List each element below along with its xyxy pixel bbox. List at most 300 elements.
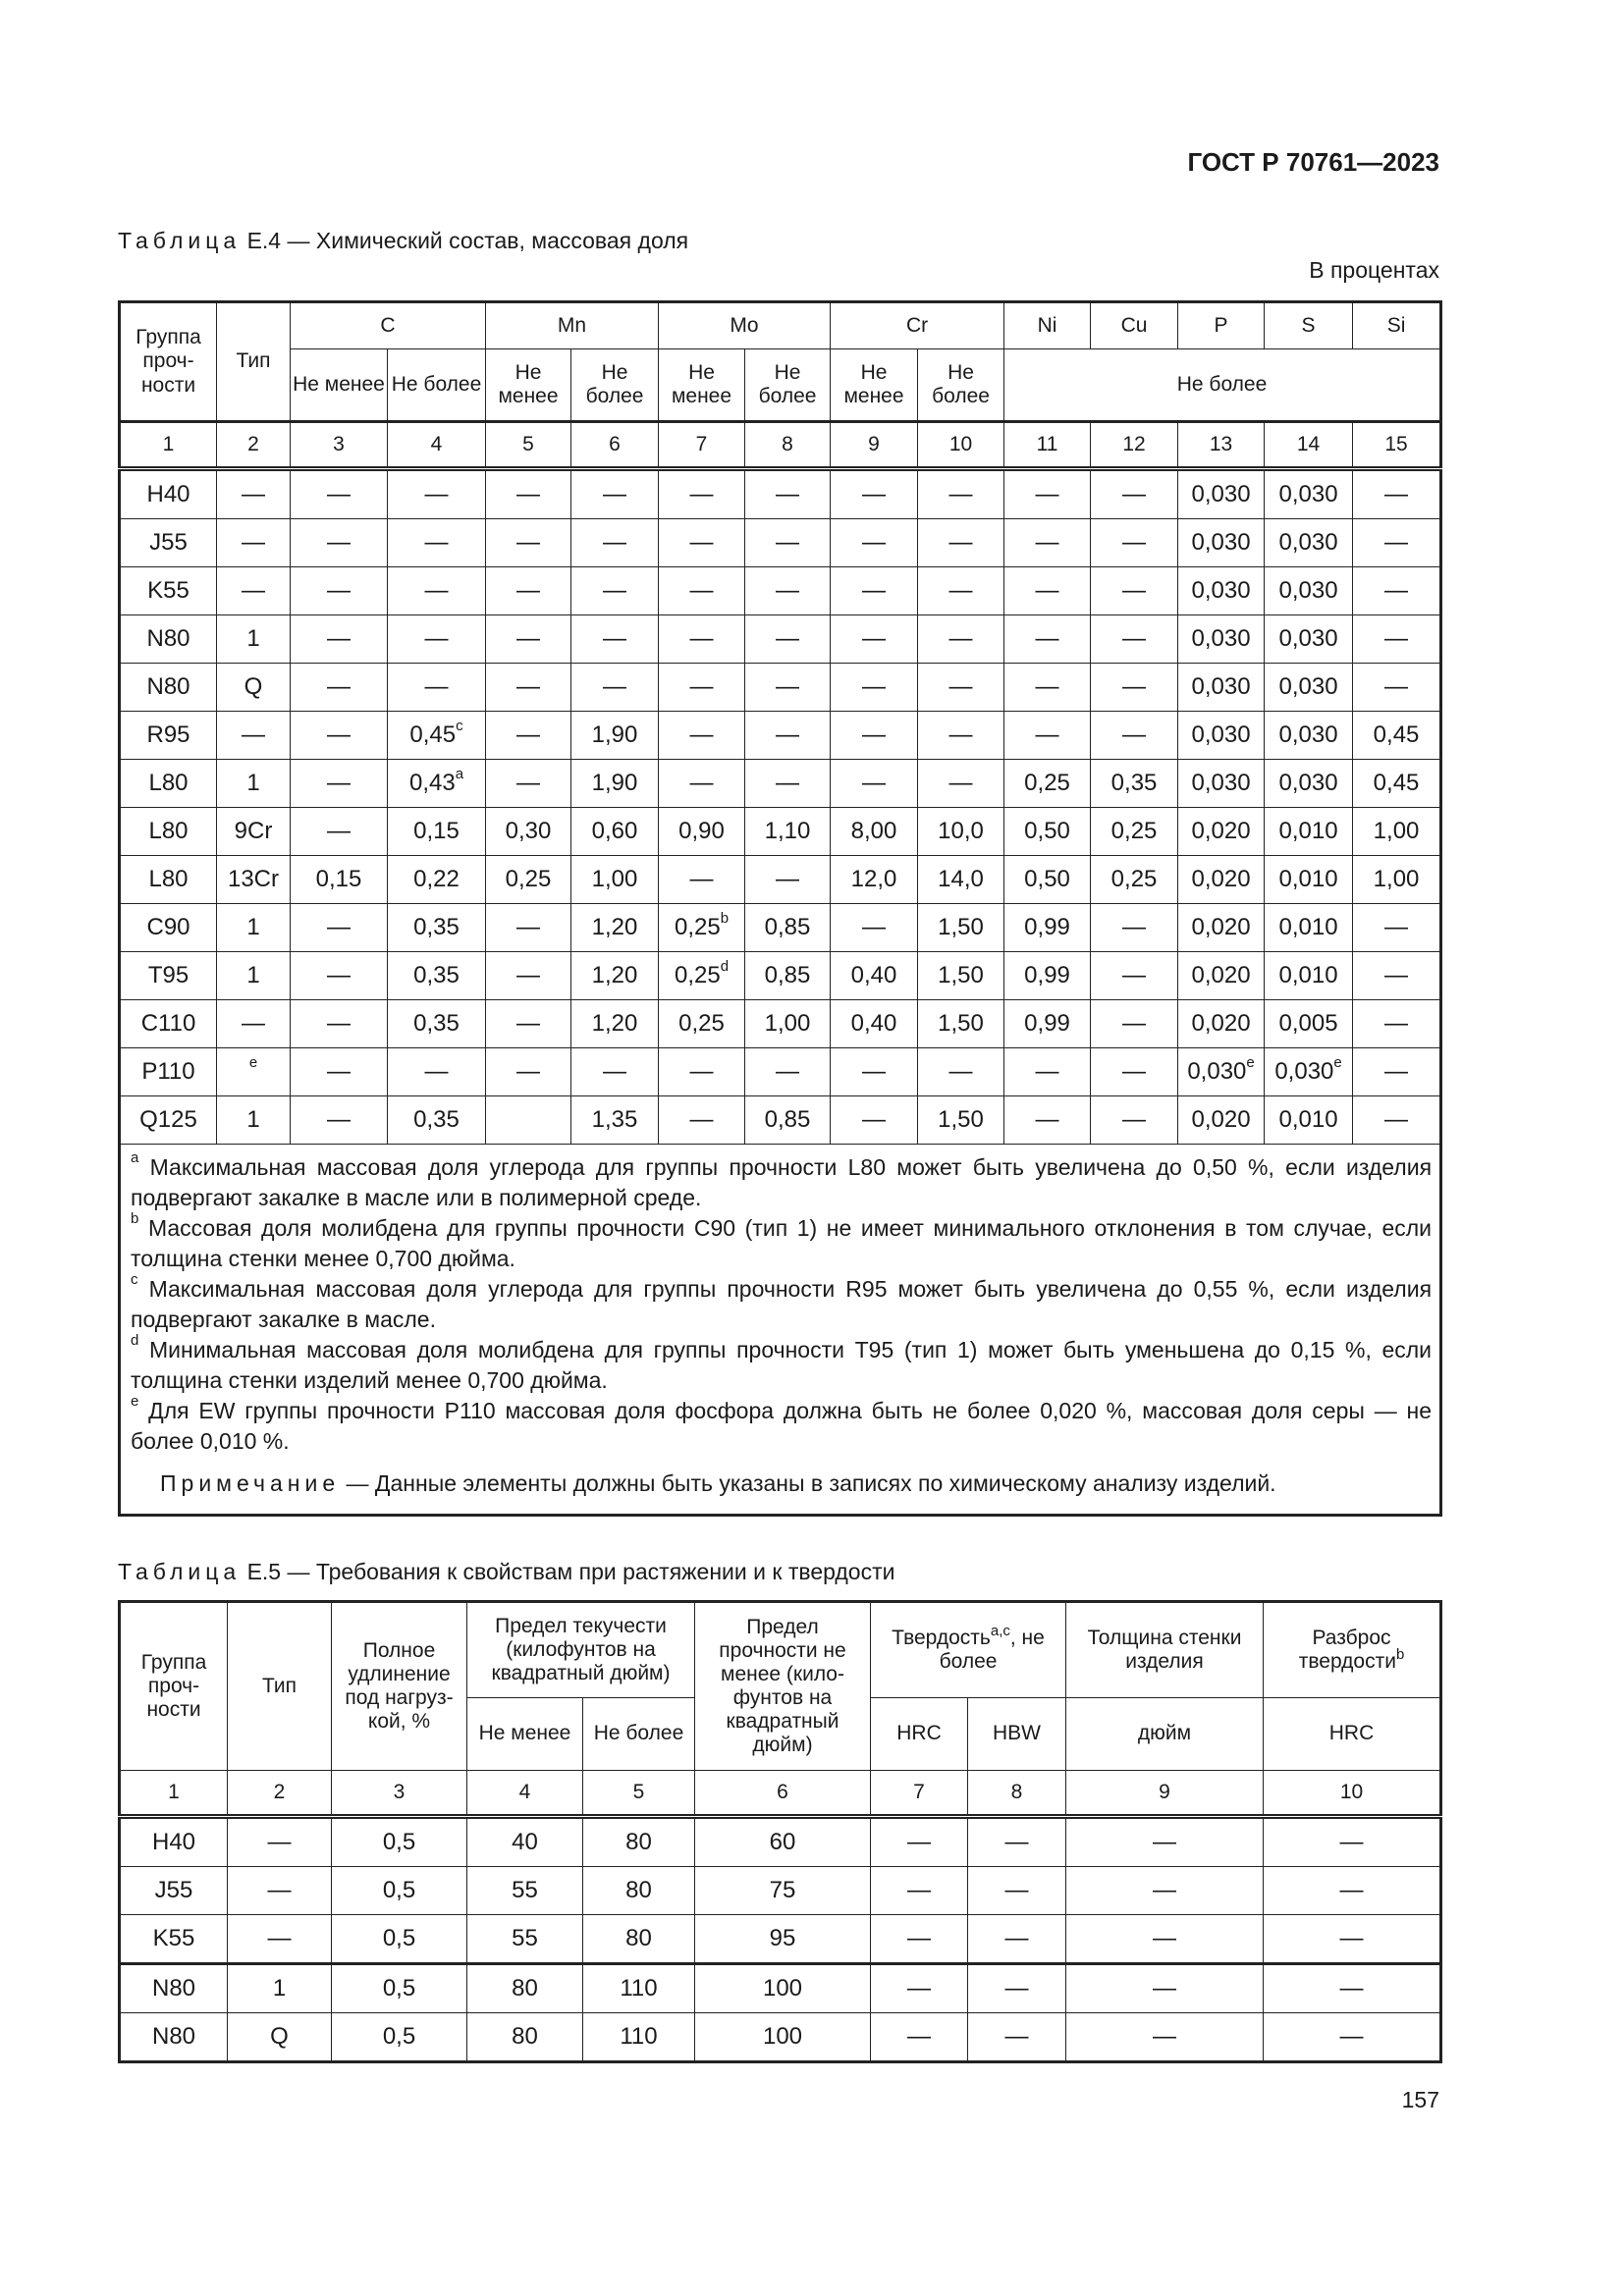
table-cell: 80 xyxy=(583,1915,695,1964)
table-cell: 0,99 xyxy=(1004,1000,1091,1048)
table-cell: — xyxy=(918,1048,1004,1096)
note-text: — Данные элементы должны быть указаны в записях по химическому анализу изделий. xyxy=(340,1470,1276,1497)
table-cell: 0,85 xyxy=(745,904,831,952)
table-cell: 100 xyxy=(695,1964,871,2013)
table-cell: — xyxy=(1353,469,1441,519)
table-cell: — xyxy=(659,1096,745,1145)
table-row xyxy=(120,760,1441,808)
table-cell: — xyxy=(1264,1817,1441,1867)
table-cell xyxy=(1178,1048,1265,1096)
header-wall: Толщина стенки изделия xyxy=(1066,1602,1264,1698)
footnote xyxy=(131,1393,1433,1457)
table-cell: H40 xyxy=(120,1817,228,1867)
column-number: 11 xyxy=(1004,422,1091,469)
table-cell: — xyxy=(388,664,486,712)
table-cell: — xyxy=(388,567,486,615)
footnote-mark: e xyxy=(1333,1054,1342,1072)
table-cell: 0,35 xyxy=(388,952,486,1000)
table-cell: 0,45 xyxy=(1353,712,1441,760)
table-cell: H40 xyxy=(120,469,217,519)
table-cell: 1 xyxy=(228,1964,332,2013)
column-number: 5 xyxy=(583,1771,695,1817)
table-cell: — xyxy=(918,469,1004,519)
column-number: 1 xyxy=(120,422,217,469)
caption-text: Е.5 — Требования к свойствам при растяжении и к твердости xyxy=(241,1559,895,1584)
table-cell: C110 xyxy=(120,1000,217,1048)
table-cell: — xyxy=(1004,519,1091,567)
number-row xyxy=(120,1771,1441,1817)
table-row xyxy=(120,712,1441,760)
table-note xyxy=(131,1468,1432,1499)
table-cell: 1,10 xyxy=(745,808,831,856)
table-cell: 0,030 xyxy=(1265,469,1353,519)
table-cell: — xyxy=(1004,615,1091,664)
table-cell: 0,030 xyxy=(1265,712,1353,760)
table-cell: — xyxy=(1066,2013,1264,2062)
header-si: Si xyxy=(1353,302,1441,349)
table-cell: — xyxy=(1004,567,1091,615)
table-cell: — xyxy=(831,664,918,712)
table-cell: 60 xyxy=(695,1817,871,1867)
header-yield: Предел текучести (килофунтов на квадратный дюйм) xyxy=(467,1602,695,1698)
table-cell: — xyxy=(291,664,388,712)
column-number: 13 xyxy=(1178,422,1265,469)
table-cell: 0,22 xyxy=(388,856,486,904)
number-row xyxy=(120,422,1441,469)
table-cell: 12,0 xyxy=(831,856,918,904)
table-cell xyxy=(659,952,745,1000)
table-cell: 0,40 xyxy=(831,952,918,1000)
table-cell: 1,00 xyxy=(1353,808,1441,856)
table-cell: 0,15 xyxy=(291,856,388,904)
footnote-mark: b xyxy=(720,910,730,928)
table-cell: — xyxy=(1091,469,1178,519)
table-cell: — xyxy=(571,615,659,664)
table-cell: — xyxy=(1264,1915,1441,1964)
table-cell: — xyxy=(745,1048,831,1096)
hardness-rest: , не более xyxy=(939,1626,1045,1673)
table-cell: 0,5 xyxy=(332,2013,467,2062)
table-cell: N80 xyxy=(120,2013,228,2062)
table-cell: T95 xyxy=(120,952,217,1000)
table-cell: 9Cr xyxy=(217,808,291,856)
cell-value: 0,030 xyxy=(1187,1058,1247,1086)
table-cell: — xyxy=(1091,952,1178,1000)
table-cell: — xyxy=(571,519,659,567)
table5-tensile-hardness xyxy=(118,1600,1442,2063)
table-row xyxy=(120,1964,1441,2013)
table-cell: 0,50 xyxy=(1004,808,1091,856)
table-cell: — xyxy=(291,519,388,567)
table-cell: — xyxy=(1091,1000,1178,1048)
table-cell: — xyxy=(486,952,571,1000)
table-cell: 80 xyxy=(583,1817,695,1867)
header-type: Тип xyxy=(228,1602,332,1771)
header-tensile: Предел прочности не менее (кило-фунтов на квадратный дюйм) xyxy=(695,1602,871,1771)
table-row xyxy=(120,664,1441,712)
table-cell: — xyxy=(1353,664,1441,712)
table-cell xyxy=(388,712,486,760)
table-cell: — xyxy=(968,1867,1066,1915)
table-cell: 55 xyxy=(467,1867,583,1915)
table-cell: 80 xyxy=(467,1964,583,2013)
table-cell: 40 xyxy=(467,1817,583,1867)
footnote-mark: e xyxy=(248,1054,258,1072)
table-cell: — xyxy=(1091,615,1178,664)
table-cell: 14,0 xyxy=(918,856,1004,904)
table-cell: — xyxy=(1264,1867,1441,1915)
cell-value: 0,45 xyxy=(409,721,457,749)
table-cell: — xyxy=(486,469,571,519)
table-row xyxy=(120,952,1441,1000)
table-cell: — xyxy=(291,1048,388,1096)
table-row xyxy=(120,856,1441,904)
table-cell: — xyxy=(831,519,918,567)
table-cell: — xyxy=(388,469,486,519)
table-cell: Q125 xyxy=(120,1096,217,1145)
table-cell: — xyxy=(228,1867,332,1915)
table-cell: — xyxy=(968,1915,1066,1964)
table-cell: — xyxy=(571,469,659,519)
table-cell: — xyxy=(486,664,571,712)
table-cell: 0,40 xyxy=(831,1000,918,1048)
table-cell: 0,45 xyxy=(1353,760,1441,808)
table-cell: 10,0 xyxy=(918,808,1004,856)
table-cell: 0,030 xyxy=(1178,567,1265,615)
table-cell: — xyxy=(1353,1000,1441,1048)
table-cell: J55 xyxy=(120,519,217,567)
table-cell: — xyxy=(831,567,918,615)
header-c: C xyxy=(291,302,486,349)
table-cell: — xyxy=(291,567,388,615)
column-number: 7 xyxy=(659,422,745,469)
table-cell: — xyxy=(1091,904,1178,952)
table-cell: — xyxy=(1353,1096,1441,1145)
table-cell: — xyxy=(1353,567,1441,615)
column-number: 1 xyxy=(120,1771,228,1817)
table-cell: 55 xyxy=(467,1915,583,1964)
footnote-mark: c xyxy=(131,1271,138,1289)
table-cell: 0,35 xyxy=(388,1096,486,1145)
table-cell: 0,25 xyxy=(1091,856,1178,904)
table-cell: — xyxy=(659,664,745,712)
table-cell: 0,030 xyxy=(1178,469,1265,519)
header-type: Тип xyxy=(217,302,291,422)
table-cell: — xyxy=(571,664,659,712)
table-cell: 0,5 xyxy=(332,1817,467,1867)
table-cell: 0,35 xyxy=(1091,760,1178,808)
table-cell: 80 xyxy=(467,2013,583,2062)
table-row xyxy=(120,904,1441,952)
table-cell: — xyxy=(831,904,918,952)
table-cell: — xyxy=(871,1964,968,2013)
table-cell: — xyxy=(831,615,918,664)
table-cell: — xyxy=(228,1817,332,1867)
table-cell: 0,010 xyxy=(1265,904,1353,952)
table-cell: — xyxy=(217,469,291,519)
table-row xyxy=(120,1048,1441,1096)
table-cell: — xyxy=(1091,712,1178,760)
footnote-text: Максимальная массовая доля углерода для группы прочности R95 может быть увеличена до 0,55 %, если изделия подвергают закалке в масле. xyxy=(131,1276,1433,1333)
table-cell: — xyxy=(745,712,831,760)
table-cell: 1,90 xyxy=(571,760,659,808)
table-cell: — xyxy=(291,904,388,952)
table-row xyxy=(120,808,1441,856)
table-cell: — xyxy=(918,760,1004,808)
table-cell: 0,020 xyxy=(1178,808,1265,856)
table-cell: 1,35 xyxy=(571,1096,659,1145)
footnote-mark: d xyxy=(131,1332,139,1350)
column-number: 12 xyxy=(1091,422,1178,469)
table-cell: — xyxy=(1004,469,1091,519)
table-cell: 0,25 xyxy=(1091,808,1178,856)
table-cell: — xyxy=(486,904,571,952)
table-cell: 0,030 xyxy=(1178,712,1265,760)
table-cell: — xyxy=(486,760,571,808)
column-number: 15 xyxy=(1353,422,1441,469)
table-cell: — xyxy=(228,1915,332,1964)
column-number: 4 xyxy=(388,422,486,469)
header-yield-min: Не менее xyxy=(467,1698,583,1771)
table-cell: — xyxy=(291,712,388,760)
table-cell: L80 xyxy=(120,760,217,808)
table-cell: — xyxy=(486,1048,571,1096)
header-elongation: Полное удлинение под нагруз-кой, % xyxy=(332,1602,467,1771)
table-cell: 0,030 xyxy=(1265,664,1353,712)
column-number: 2 xyxy=(217,422,291,469)
table-cell: — xyxy=(745,760,831,808)
table-cell: — xyxy=(1004,712,1091,760)
table-cell: — xyxy=(871,2013,968,2062)
caption-word: Таблица xyxy=(118,1559,242,1584)
table-row xyxy=(120,1817,1441,1867)
table-cell: — xyxy=(571,1048,659,1096)
footnote-text: Для EW группы прочности Р110 массовая доля фосфора должна быть не более 0,020 %, массовая доля серы — не более 0,010 %. xyxy=(131,1398,1433,1455)
table-cell: — xyxy=(918,615,1004,664)
table-cell: — xyxy=(1264,1964,1441,2013)
table-cell: — xyxy=(217,712,291,760)
header-spread xyxy=(1264,1602,1441,1698)
header-wall-unit: дюйм xyxy=(1066,1698,1264,1771)
footnote xyxy=(131,1149,1433,1213)
table-cell: 13Cr xyxy=(217,856,291,904)
column-number: 8 xyxy=(968,1771,1066,1817)
table-cell: — xyxy=(217,1000,291,1048)
column-number: 9 xyxy=(1066,1771,1264,1817)
table-cell: — xyxy=(291,1096,388,1145)
table-cell xyxy=(1265,1048,1353,1096)
table-cell: — xyxy=(659,712,745,760)
table-cell: — xyxy=(745,519,831,567)
table-cell: — xyxy=(831,1096,918,1145)
table-cell: — xyxy=(1066,1915,1264,1964)
table-cell: — xyxy=(968,1964,1066,2013)
header-s: S xyxy=(1265,302,1353,349)
table-row xyxy=(120,567,1441,615)
header-max-all: Не более xyxy=(1004,349,1441,422)
table-cell: 1 xyxy=(217,952,291,1000)
header-ni: Ni xyxy=(1004,302,1091,349)
table-cell: — xyxy=(1091,1048,1178,1096)
table-cell: 1 xyxy=(217,1096,291,1145)
table-cell: 0,85 xyxy=(745,1096,831,1145)
table-cell: 0,5 xyxy=(332,1867,467,1915)
table-cell: 0,005 xyxy=(1265,1000,1353,1048)
table-cell: — xyxy=(1353,1048,1441,1096)
table-cell xyxy=(486,1096,571,1145)
table-cell: 0,030 xyxy=(1265,567,1353,615)
table-cell: 0,030 xyxy=(1178,615,1265,664)
table-cell: 0,020 xyxy=(1178,856,1265,904)
table-cell: — xyxy=(659,519,745,567)
footnote-mark: a xyxy=(455,766,464,783)
table-cell: — xyxy=(217,567,291,615)
footnote-text: Минимальная массовая доля молибдена для группы прочности Т95 (тип 1) может быть уменьшена до 0,15 %, если толщина стенки изделий менее 0,700 дюйма. xyxy=(131,1337,1433,1394)
footnote-text: Массовая доля молибдена для группы прочности С90 (тип 1) не имеет минимального отклонения в том случае, если толщина стенки менее 0,700 дюйма. xyxy=(131,1215,1433,1272)
table-cell: — xyxy=(659,469,745,519)
header-max: Не более xyxy=(745,349,831,422)
column-number: 7 xyxy=(871,1771,968,1817)
table-cell: — xyxy=(831,469,918,519)
table-cell: K55 xyxy=(120,1915,228,1964)
table-cell: Q xyxy=(228,2013,332,2062)
table-cell: 1,50 xyxy=(918,952,1004,1000)
table-cell: 0,030 xyxy=(1265,519,1353,567)
table-cell: — xyxy=(291,469,388,519)
cell-value: 0,25 xyxy=(674,914,721,941)
table-cell: — xyxy=(745,567,831,615)
spread-label: Разброс твердости xyxy=(1298,1626,1396,1673)
table-cell: 1,20 xyxy=(571,1000,659,1048)
column-number: 3 xyxy=(332,1771,467,1817)
table-cell: — xyxy=(871,1867,968,1915)
table5-caption xyxy=(118,1559,894,1585)
table-cell: 80 xyxy=(583,1867,695,1915)
table-row xyxy=(120,615,1441,664)
table-cell: N80 xyxy=(120,615,217,664)
table-cell: — xyxy=(486,567,571,615)
footnote xyxy=(131,1210,1433,1274)
table-cell: — xyxy=(1353,904,1441,952)
table-cell: 95 xyxy=(695,1915,871,1964)
header-min: Не менее xyxy=(659,349,745,422)
footnotes xyxy=(120,1145,1441,1516)
table-cell: — xyxy=(659,1048,745,1096)
table-cell: — xyxy=(1066,1964,1264,2013)
table-cell: L80 xyxy=(120,856,217,904)
table-cell: 0,5 xyxy=(332,1964,467,2013)
header-hbw: HBW xyxy=(968,1698,1066,1771)
header-max: Не более xyxy=(571,349,659,422)
header-max: Не более xyxy=(388,349,486,422)
table-cell: — xyxy=(486,712,571,760)
table-cell: — xyxy=(1004,1096,1091,1145)
table-cell: 0,90 xyxy=(659,808,745,856)
footnote xyxy=(131,1332,1433,1396)
table-cell: — xyxy=(745,664,831,712)
table-cell: 0,030 xyxy=(1178,519,1265,567)
table-cell: 0,15 xyxy=(388,808,486,856)
table-cell: 0,010 xyxy=(1265,808,1353,856)
header-mo: Mo xyxy=(659,302,831,349)
table-cell: — xyxy=(918,664,1004,712)
column-number: 6 xyxy=(695,1771,871,1817)
table-cell xyxy=(217,1048,291,1096)
table-cell: 1,50 xyxy=(918,1000,1004,1048)
table-cell: 0,020 xyxy=(1178,1000,1265,1048)
table-cell: — xyxy=(659,856,745,904)
table-cell: — xyxy=(1091,519,1178,567)
table-cell: 1,00 xyxy=(745,1000,831,1048)
footnote-mark: c xyxy=(456,718,463,735)
table-cell: — xyxy=(745,856,831,904)
table4-caption xyxy=(118,228,688,254)
table-cell: — xyxy=(659,567,745,615)
table-cell: P110 xyxy=(120,1048,217,1096)
header-cu: Cu xyxy=(1091,302,1178,349)
column-number: 14 xyxy=(1265,422,1353,469)
table-cell: 1,20 xyxy=(571,952,659,1000)
table-cell: — xyxy=(291,615,388,664)
table-cell: — xyxy=(831,712,918,760)
table-cell: — xyxy=(745,615,831,664)
footnote-mark: b xyxy=(131,1210,139,1228)
table-cell xyxy=(388,760,486,808)
table-cell: 0,030 xyxy=(1265,615,1353,664)
header-min: Не менее xyxy=(486,349,571,422)
table-cell: — xyxy=(1353,519,1441,567)
column-number: 8 xyxy=(745,422,831,469)
table-cell: — xyxy=(871,1817,968,1867)
header-mn: Mn xyxy=(486,302,659,349)
table-cell: 0,25 xyxy=(486,856,571,904)
table-cell: — xyxy=(1353,952,1441,1000)
caption-word: Таблица xyxy=(118,228,242,253)
column-number: 9 xyxy=(831,422,918,469)
table-cell: — xyxy=(968,1817,1066,1867)
footnote xyxy=(131,1271,1433,1335)
header-yield-max: Не более xyxy=(583,1698,695,1771)
table-cell: 0,50 xyxy=(1004,856,1091,904)
header-cr: Cr xyxy=(831,302,1004,349)
column-number: 6 xyxy=(571,422,659,469)
table-cell: — xyxy=(388,615,486,664)
spread-footnote-mark: b xyxy=(1395,1646,1405,1663)
table-cell: — xyxy=(1091,664,1178,712)
table-cell: 0,010 xyxy=(1265,1096,1353,1145)
table-cell: 0,020 xyxy=(1178,952,1265,1000)
table-cell: — xyxy=(968,2013,1066,2062)
table-row xyxy=(120,519,1441,567)
hardness-footnote-mark: a,c xyxy=(990,1622,1010,1639)
table-cell: — xyxy=(1091,567,1178,615)
table-cell: — xyxy=(745,469,831,519)
table-cell: 0,020 xyxy=(1178,904,1265,952)
table-cell: — xyxy=(871,1915,968,1964)
table-cell: C90 xyxy=(120,904,217,952)
table-cell: 1,00 xyxy=(571,856,659,904)
header-min: Не менее xyxy=(291,349,388,422)
footnotes-row xyxy=(120,1145,1441,1516)
column-number: 3 xyxy=(291,422,388,469)
table-cell: — xyxy=(486,519,571,567)
caption-text: Е.4 — Химический состав, массовая доля xyxy=(241,228,689,253)
column-number: 5 xyxy=(486,422,571,469)
table-row xyxy=(120,2013,1441,2062)
table-cell: — xyxy=(486,1000,571,1048)
footnote-text: Максимальная массовая доля углерода для группы прочности L80 может быть увеличена до 0,50 %, если изделия подвергают закалке в масле или в полимерной среде. xyxy=(131,1154,1433,1211)
cell-value: 0,43 xyxy=(408,770,456,797)
